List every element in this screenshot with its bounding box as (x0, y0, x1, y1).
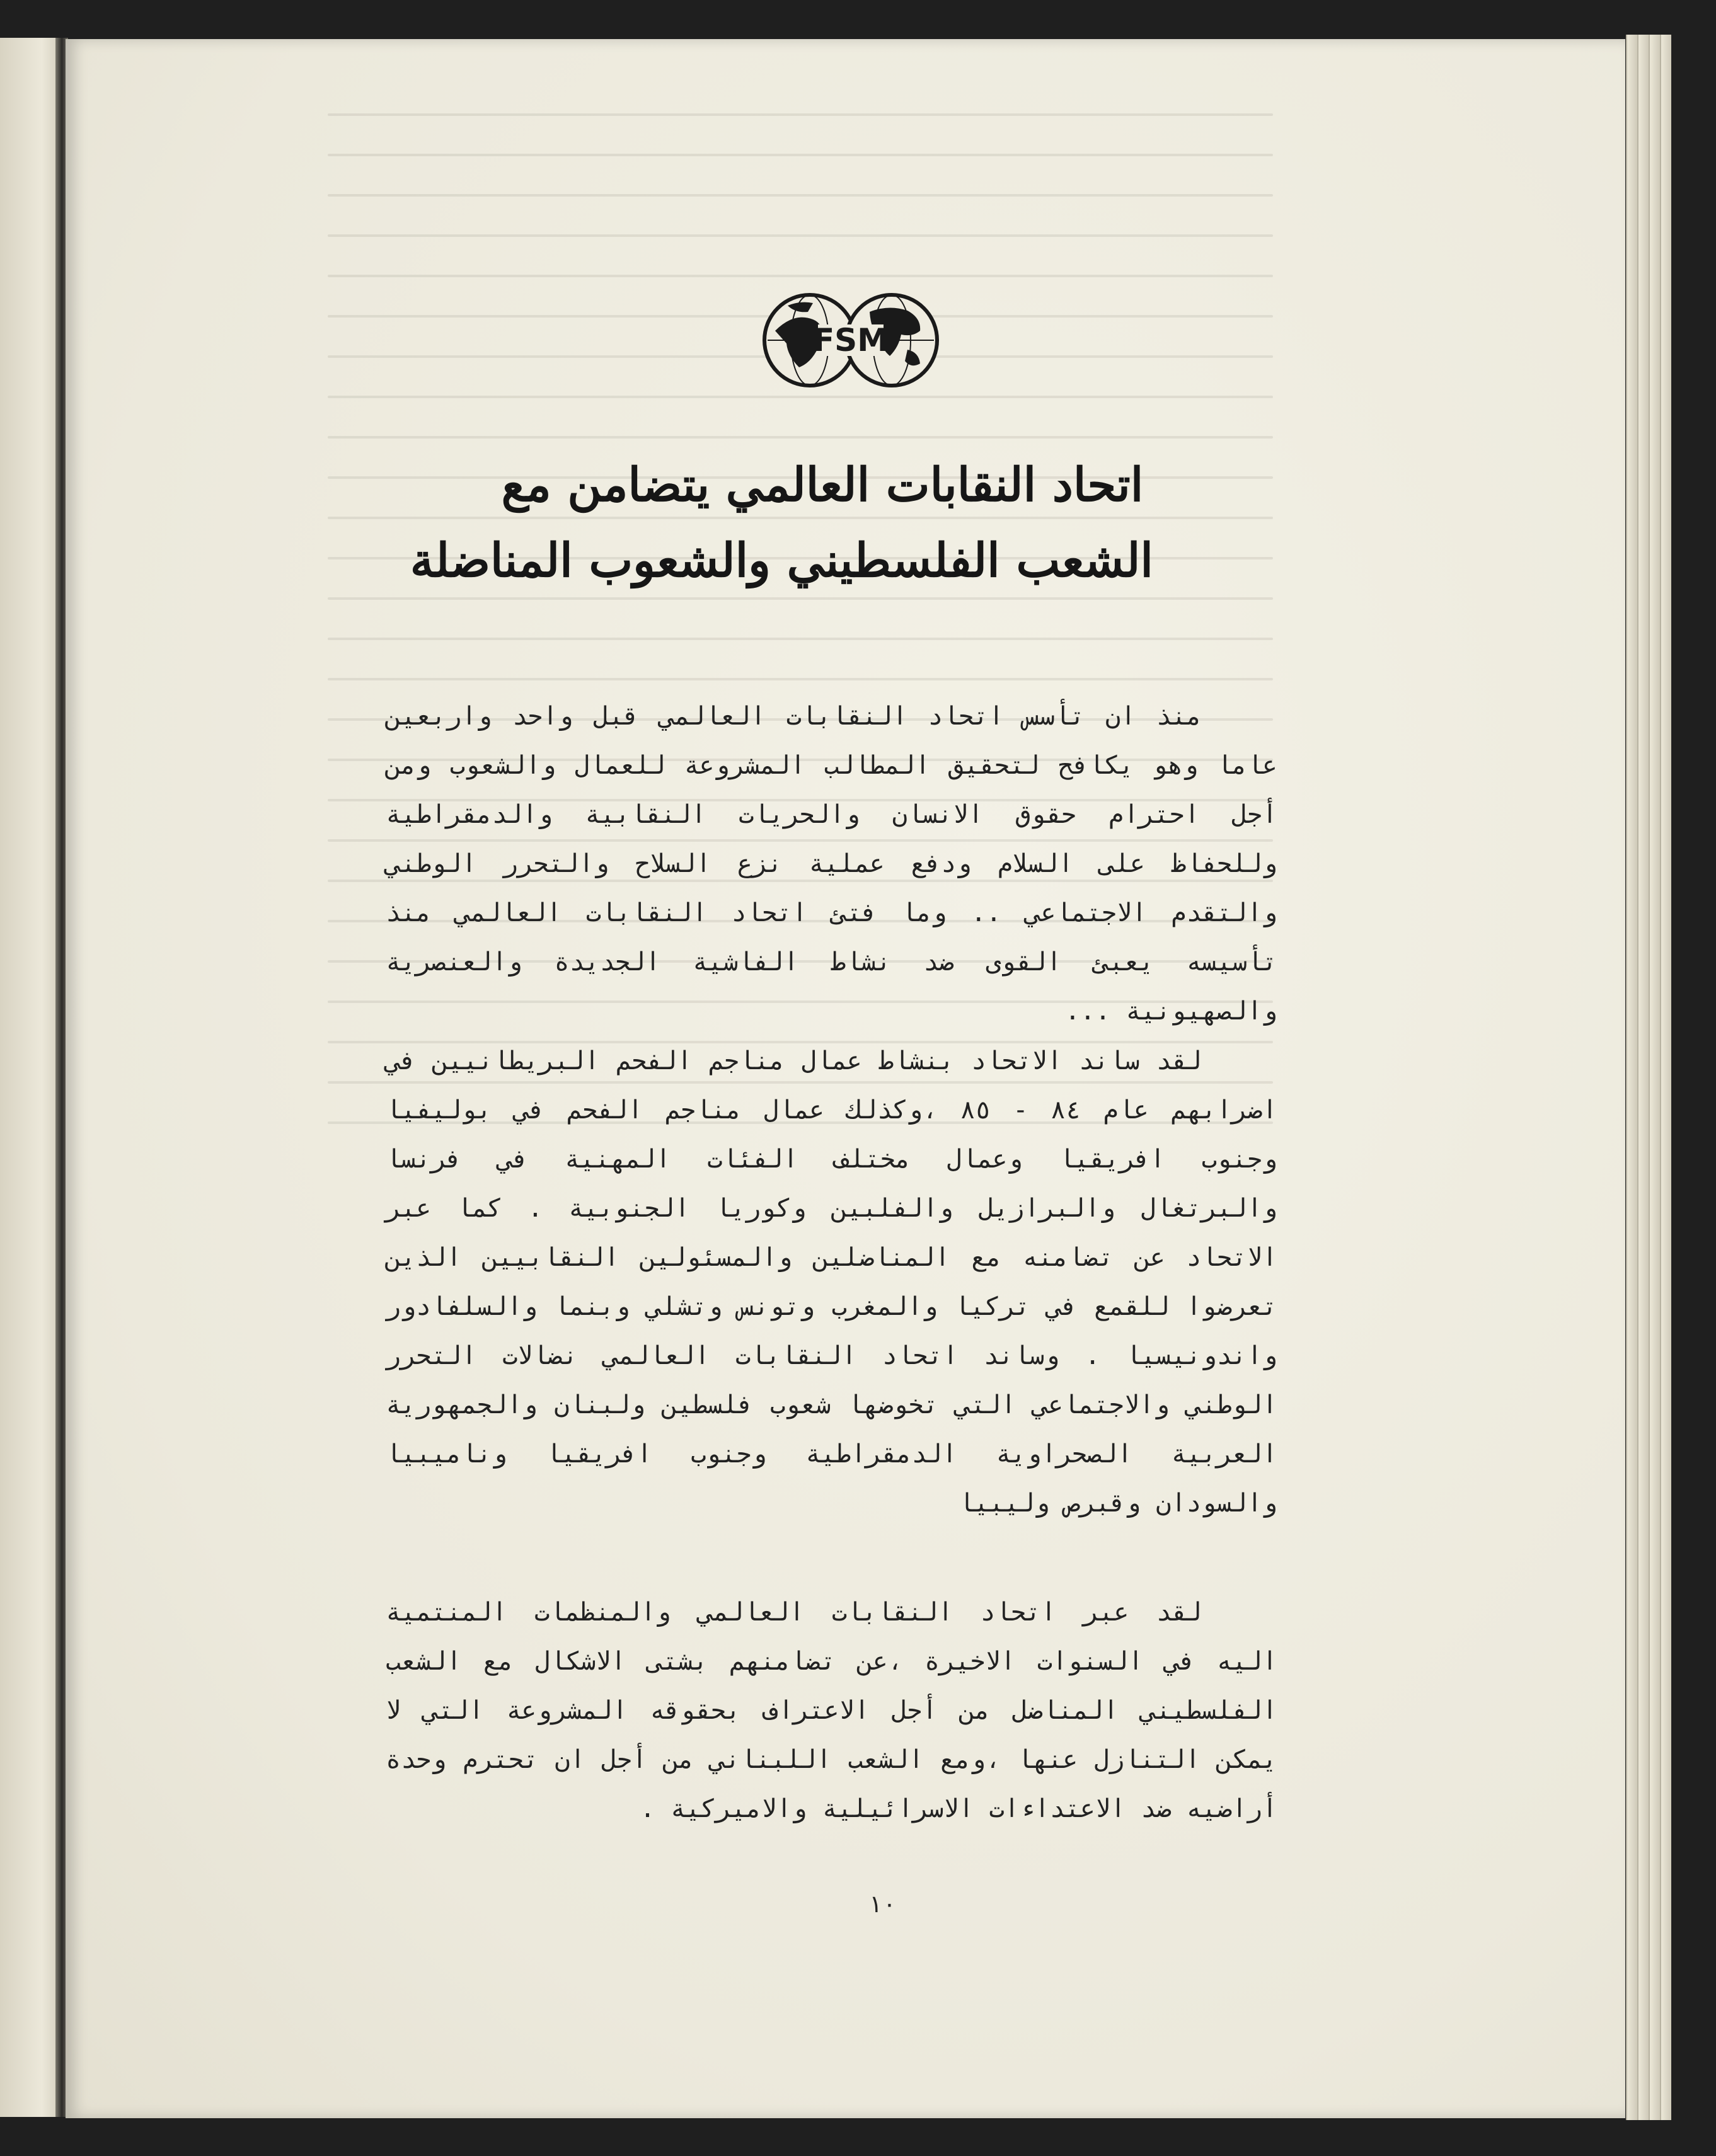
page-title (410, 447, 1153, 599)
left-page-edge (0, 38, 60, 2117)
paragraph-text: منذ ان تأسس اتحاد النقابات العالمي قبل واحد واربعين عاما وهو يكافح لتحقيق المطالب المشروعة للعمال والشعوب ومن أجل احترام حقوق الانسان والحريات النقابية والدمقراطية وللحفاظ على السلام ودفع عملية نزع السلاح والتحرر الوطني والتقدم الاجتماعي .. وما فتئ اتحاد النقابات العالمي منذ تأسيسه يعبئ القوى ضد نشاط الفاشية الجديدة والعنصرية والصهيونية ... (386, 702, 1277, 1026)
paragraph-1 (386, 692, 1277, 1036)
paragraph-3 (386, 1588, 1277, 1833)
paragraph-text: لقد عبر اتحاد النقابات العالمي والمنظمات المنتمية اليه في السنوات الاخيرة ،عن تضامنهم بشتى الاشكال مع الشعب الفلسطيني المناضل من أجل الاعتراف بحقوقه المشروعة التي لا يمكن التنازل عنها ،ومع الشعب اللبناني من أجل ان تحترم وحدة أراضيه ضد الاعتداءات الاسرائيلية والاميركية . (386, 1598, 1277, 1823)
fsm-logo-text: FSM (813, 322, 889, 358)
page-stack-edge (1626, 35, 1637, 2120)
paragraph-text: لقد ساند الاتحاد بنشاط عمال مناجم الفحم البريطانيين في اضرابهم عام ٨٤ - ٨٥ ،وكذلك عمال مناجم الفحم في بوليفيا وجنوب افريقيا وعمال مختلف الفئات المهنية في فرنسا والبرتغال والبرازيل والفلبين وكوريا الجنوبية . كما عبر الاتحاد عن تضامنه مع المناضلين والمسئولين النقابيين الذين تعرضوا للقمع في تركيا والمغرب وتونس وتشلي وبنما والسلفادور واندونيسيا . وساند اتحاد النقابات العالمي نضالات التحرر الوطني والاجتماعي التي تخوضها شعوب فلسطين ولبنان والجمهورية العربية الصحراوية الدمقراطية وجنوب افريقيا وناميبيا والسودان وقبرص وليبيا (386, 1046, 1278, 1518)
paragraph-2 (386, 1036, 1277, 1528)
globe-icon (750, 287, 952, 394)
title-line-2: الشعب الفلسطيني والشعوب المناضلة (410, 534, 1153, 588)
page-stack-edge (1660, 35, 1671, 2120)
fsm-logo (750, 287, 952, 394)
page-stack-edge (1637, 35, 1649, 2120)
page-stack-edge (1649, 35, 1660, 2120)
title-line-1: اتحاد النقابات العالمي يتضامن مع (501, 458, 1144, 512)
page-number: ١٠ (868, 1890, 897, 1918)
